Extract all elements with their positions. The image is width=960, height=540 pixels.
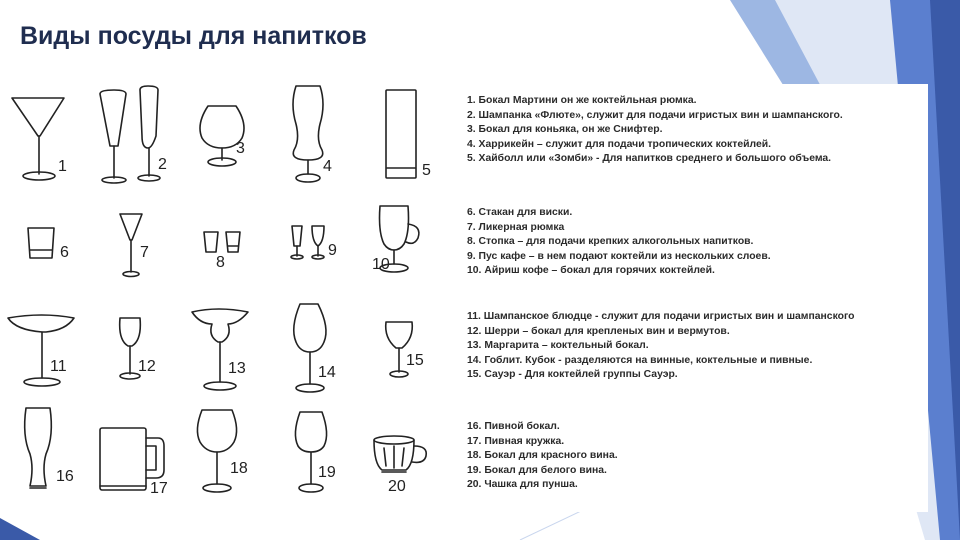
punch-cup-icon [372, 434, 442, 504]
legend-item: 19. Бокал для белого вина. [467, 464, 607, 476]
legend-item: 16. Пивной бокал. [467, 421, 560, 432]
hurricane-glass-icon [290, 84, 350, 184]
legend-item: 1. Бокал Мартини он же коктейльная рюмка. [467, 95, 697, 106]
glass-number: 20 [388, 478, 406, 495]
glass-number: 3 [236, 140, 245, 157]
glass-number: 9 [328, 242, 337, 259]
glass-number: 14 [318, 364, 336, 381]
glass-item [290, 222, 350, 272]
glass-number: 10 [372, 256, 390, 273]
glass-item [96, 86, 176, 186]
glass-item [96, 424, 176, 504]
legend-group-3 [467, 310, 927, 383]
legend-item: 5. Хайболл или «Зомби» - Для напитков среднего и большого объема. [467, 153, 832, 165]
glass-item [22, 406, 82, 502]
glass-item [6, 312, 86, 392]
legend-item: 4. Харрикейн – служит для подачи тропических коктейлей. [467, 138, 772, 150]
glass-number: 1 [58, 158, 67, 175]
legend-item: 20. Чашка для пунша. [467, 479, 578, 491]
legend-item: 15. Сауэр - Для коктейлей группы Сауэр. [467, 369, 678, 381]
glass-item [188, 306, 268, 396]
glass-item [26, 224, 86, 264]
legend-item: 18. Бокал для красного вина. [467, 450, 618, 462]
glass-number: 11 [50, 358, 67, 375]
glass-item [290, 84, 350, 184]
glass-item [290, 302, 350, 398]
pousse-cafe-glass-icon [290, 222, 350, 272]
glass-number: 16 [56, 468, 74, 485]
glass-number: 19 [318, 464, 336, 481]
legend-item: 6. Стакан для виски. [467, 207, 573, 218]
red-wine-glass-icon [196, 408, 256, 498]
glass-number: 4 [323, 158, 332, 175]
snifter-icon [196, 102, 256, 172]
glass-number: 5 [422, 162, 431, 179]
glass-item [372, 202, 432, 282]
legend-item: 14. Гоблит. Кубок - разделяются на винные, коктельные и пивные. [467, 354, 813, 366]
content-panel [0, 84, 928, 512]
glass-number: 7 [140, 244, 149, 261]
glass-number: 2 [158, 156, 167, 173]
glass-number: 8 [216, 254, 225, 271]
legend-item: 12. Шерри – бокал для крепленых вин и вермутов. [467, 325, 730, 337]
highball-glass-icon [384, 88, 444, 184]
glass-item [294, 410, 354, 500]
legend-item: 9. Пус кафе – в нем подают коктейли из нескольких слоев. [467, 250, 771, 262]
glass-number: 18 [230, 460, 248, 477]
shot-glass-icon [202, 228, 252, 278]
glass-item [116, 210, 166, 290]
legend-group-2 [467, 206, 927, 279]
whisky-tumbler-icon [26, 224, 86, 264]
glass-number: 15 [406, 352, 424, 369]
glass-item [202, 228, 252, 278]
glass-item [196, 102, 256, 172]
legend-group-1 [467, 94, 927, 167]
glass-number: 12 [138, 358, 156, 375]
glass-item [196, 408, 256, 498]
slide-title: Виды посуды для напитков [20, 22, 367, 50]
glass-item [372, 434, 442, 504]
glass-item [8, 94, 68, 184]
beer-glass-icon [22, 406, 82, 502]
legend-item: 10. Айриш кофе – бокал для горячих коктейлей. [467, 265, 715, 277]
glass-item [116, 314, 176, 394]
glass-item [384, 320, 444, 390]
glass-number: 13 [228, 360, 246, 377]
legend-item: 2. Шампанка «Флюте», служит для подачи игристых вин и шампанского. [467, 109, 843, 121]
glass-item [384, 88, 444, 184]
goblet-icon [290, 302, 350, 398]
deco-bottom-left [0, 518, 40, 540]
legend-item: 3. Бокал для коньяка, он же Снифтер. [467, 124, 663, 136]
sherry-glass-icon [116, 314, 176, 394]
white-wine-glass-icon [294, 410, 354, 500]
legend-item: 7. Ликерная рюмка [467, 221, 565, 233]
glass-number: 17 [150, 480, 168, 497]
legend-item: 13. Маргарита – коктельный бокал. [467, 340, 649, 352]
glass-number: 6 [60, 244, 69, 261]
champagne-saucer-icon [6, 312, 86, 392]
legend-item: 11. Шампанское блюдце - служит для подачи игристых вин и шампанского [467, 311, 855, 322]
margarita-glass-icon [188, 306, 268, 396]
legend-item: 8. Стопка – для подачи крепких алкогольных напитков. [467, 236, 754, 248]
legend-item: 17. Пивная кружка. [467, 435, 565, 447]
legend-group-4 [467, 420, 927, 493]
